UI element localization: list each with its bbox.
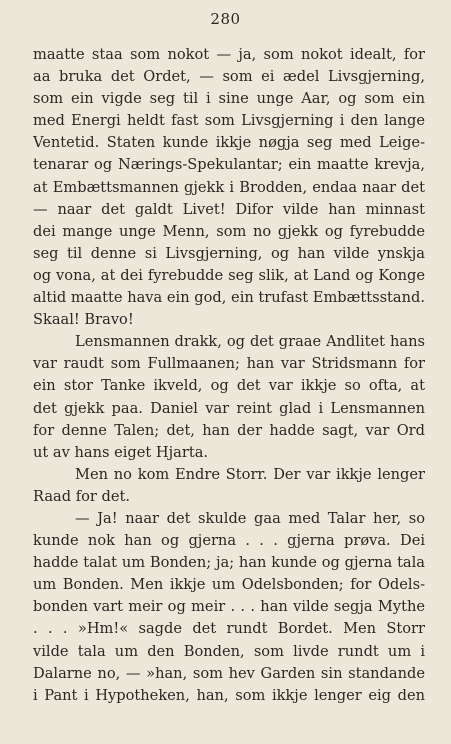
text-line: — naar det galdt Livet! Difor vilde han minnast	[33, 200, 425, 218]
text-line: det gjekk paa. Daniel var reint glad i Lensmannen	[33, 399, 425, 417]
text-line: for denne Talen; det, han der hadde sagt, var Ord	[33, 421, 425, 439]
text-line: Skaal! Bravo!	[33, 311, 134, 329]
text-line: seg til denne si Livsgjerning, og han vilde ynskja	[33, 244, 425, 262]
text-line: maatte staa som nokot — ja, som nokot idealt, for	[33, 46, 425, 63]
text-line: ut av hans eiget Hjarta.	[33, 443, 209, 461]
page-number: 280	[210, 10, 241, 28]
text-line: hadde talat um Bonden; ja; han kunde og gjerna tala	[33, 554, 425, 572]
text-line: dei mange unge Menn, som no gjekk og fyrebudde	[33, 222, 425, 240]
text-line: Men no kom Endre Storr. Der var ikkje lenger	[75, 465, 425, 483]
text-line: med Energi heldt fast som Livsgjerning i den lange	[33, 112, 425, 130]
text-line: kunde nok han og gjerna . . . gjerna prøva. Dei	[33, 532, 425, 550]
text-line: um Bonden. Men ikkje um Odelsbonden; for Odels-	[33, 576, 425, 594]
text-line: aa bruka det Ordet, — som ei ædel Livsgjerning,	[33, 68, 425, 86]
text-line: Dalarne no, — »han, som hev Garden sin standande	[33, 664, 425, 682]
text-line: ein stor Tanke ikveld, og det var ikkje so ofta, at	[33, 377, 425, 395]
text-line: Lensmannen drakk, og det graae Andlitet hans	[75, 333, 425, 351]
text-line: at Embættsmannen gjekk i Brodden, endaa naar det	[33, 178, 425, 196]
text-line: som ein vigde seg til i sine unge Aar, og som ein	[33, 90, 425, 108]
text-line: og vona, at dei fyrebudde seg slik, at Land og Konge	[33, 266, 425, 284]
text-line: var raudt som Fullmaanen; han var Stridsmann for	[33, 355, 425, 373]
text-line: vilde tala um den Bonden, som livde rundt um i	[33, 642, 425, 660]
text-line: i Pant i Hypotheken, han, som ikkje lenger eig den	[33, 686, 425, 704]
text-line: — Ja! naar det skulde gaa med Talar her, so	[75, 509, 425, 527]
text-line: tenarar og Nærings-Spekulantar; ein maatte krevja,	[33, 156, 425, 174]
text-line: Raad for det.	[33, 487, 130, 505]
text-line: bonden vart meir og meir . . . han vilde segja Mythe	[33, 598, 425, 616]
text-line: . . . »Hm!« sagde det rundt Bordet. Men Storr	[33, 620, 425, 638]
body-text	[33, 44, 425, 707]
text-line: Ventetid. Staten kunde ikkje nøgja seg med Leige-	[33, 134, 425, 152]
text-line: altid maatte hava ein god, ein trufast Embættsstand.	[33, 289, 425, 307]
